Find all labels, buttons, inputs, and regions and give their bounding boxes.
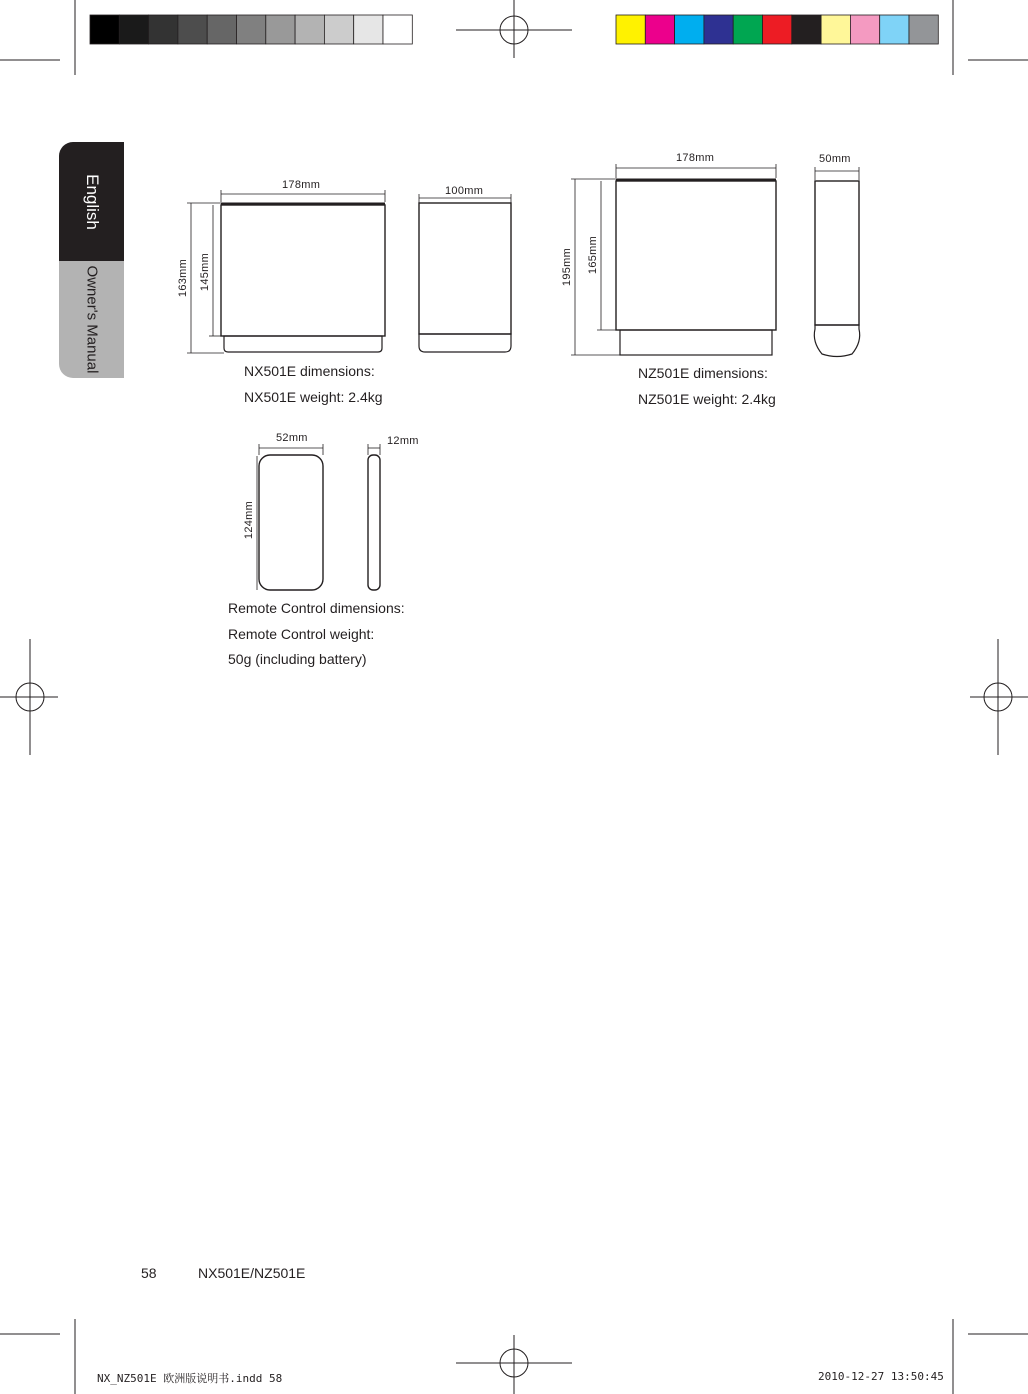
language-tab-label: English <box>82 173 102 230</box>
process-color-bar <box>616 15 938 44</box>
process-color-swatch <box>675 15 704 44</box>
nx501e-width-dimension-line <box>221 190 385 202</box>
registration-mark-top <box>456 0 572 58</box>
process-color-swatch <box>880 15 909 44</box>
grayscale-swatch <box>354 15 383 44</box>
grayscale-swatch <box>324 15 353 44</box>
registration-mark-bottom <box>456 1335 572 1394</box>
grayscale-swatch <box>178 15 207 44</box>
remote-front-view <box>259 455 323 590</box>
remote-depth-dimension-line <box>368 444 380 455</box>
grayscale-color-bar <box>90 15 412 44</box>
print-slug-timestamp: 2010-12-27 13:50:45 <box>818 1370 944 1383</box>
nz501e-depth-dimension-line <box>815 167 859 180</box>
nx501e-side-view <box>419 203 511 352</box>
nx501e-weight-caption: NX501E weight: 2.4kg <box>244 389 383 405</box>
nz501e-weight-caption: NZ501E weight: 2.4kg <box>638 391 776 407</box>
owners-manual-tab <box>59 261 124 378</box>
nz501e-depth-label: 50mm <box>819 153 851 165</box>
owners-manual-tab-label: Owner's Manual <box>83 265 101 374</box>
process-color-swatch <box>645 15 674 44</box>
remote-height-label: 124mm <box>243 500 255 540</box>
registration-mark-left <box>0 639 58 755</box>
nx501e-depth-label: 100mm <box>445 185 484 197</box>
process-color-swatch <box>704 15 733 44</box>
remote-depth-label: 12mm <box>387 435 419 447</box>
nx501e-width-label: 178mm <box>282 179 321 191</box>
nz501e-total-height-label: 195mm <box>561 247 573 287</box>
nx501e-dimensions-caption: NX501E dimensions: <box>244 363 375 379</box>
page-number: 58 <box>141 1265 157 1281</box>
nz501e-front-view <box>616 180 776 356</box>
grayscale-swatch <box>383 15 412 44</box>
nz501e-side-view <box>814 181 859 357</box>
nx501e-body-height-label: 145mm <box>199 252 211 292</box>
registration-mark-right <box>970 639 1028 755</box>
nx501e-total-height-label: 163mm <box>177 258 189 298</box>
process-color-swatch <box>763 15 792 44</box>
remote-width-dimension-line <box>259 444 323 455</box>
grayscale-swatch <box>119 15 148 44</box>
nx501e-front-view <box>221 204 385 353</box>
process-color-swatch <box>733 15 762 44</box>
remote-weight-value: 50g (including battery) <box>228 651 367 667</box>
grayscale-swatch <box>295 15 324 44</box>
process-color-swatch <box>850 15 879 44</box>
print-slug-filename: NX_NZ501E 欧洲版说明书.indd 58 <box>97 1372 283 1385</box>
remote-weight-caption: Remote Control weight: <box>228 626 375 642</box>
grayscale-swatch <box>90 15 119 44</box>
nz501e-dimensions-caption: NZ501E dimensions: <box>638 365 768 381</box>
nz501e-width-label: 178mm <box>676 152 715 164</box>
language-tab-english <box>59 142 124 261</box>
remote-width-label: 52mm <box>276 432 308 444</box>
grayscale-swatch <box>266 15 295 44</box>
nz501e-body-height-label: 165mm <box>587 235 599 275</box>
process-color-swatch <box>792 15 821 44</box>
process-color-swatch <box>909 15 938 44</box>
remote-side-view <box>368 455 380 590</box>
remote-dimensions-caption: Remote Control dimensions: <box>228 600 405 616</box>
process-color-swatch <box>821 15 850 44</box>
footer-model-name: NX501E/NZ501E <box>198 1265 306 1281</box>
grayscale-swatch <box>207 15 236 44</box>
nz501e-width-dimension-line <box>616 164 776 178</box>
grayscale-swatch <box>237 15 266 44</box>
process-color-swatch <box>616 15 645 44</box>
grayscale-swatch <box>149 15 178 44</box>
